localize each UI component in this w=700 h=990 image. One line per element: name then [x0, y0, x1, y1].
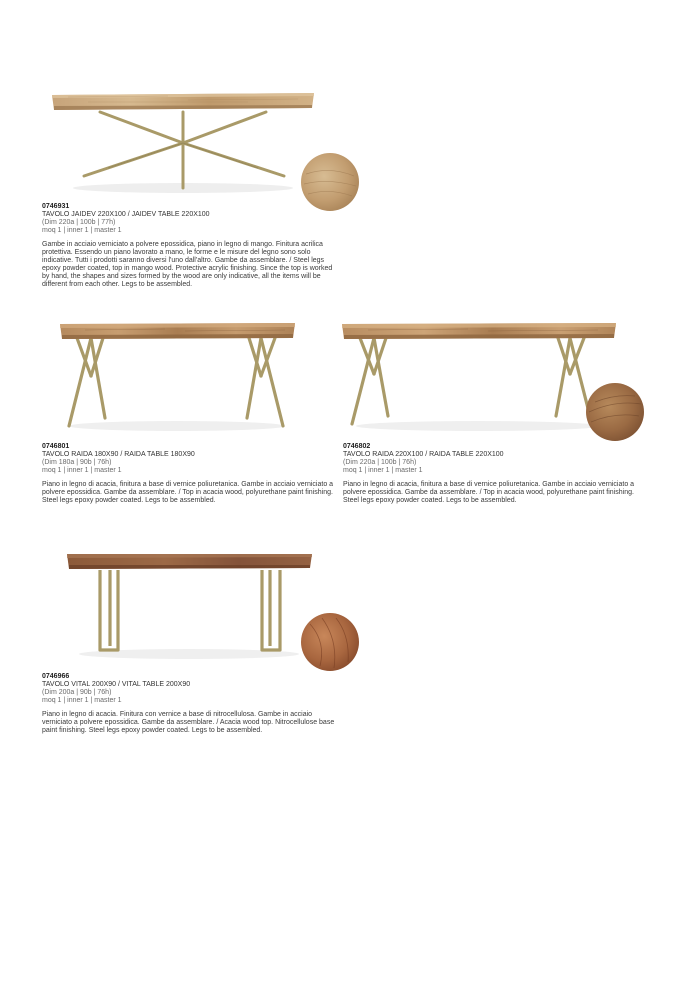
product-description: Piano in legno di acacia. Finitura con vernice a base di nitrocellulosa. Gambe in acciaio verniciato a polvere epossidica. Gambe da assemblare. / Acacia wood top. Nitrocellulose base paint finishing. Steel legs epoxy powder coated. Legs to be assembled. — [42, 711, 335, 734]
raida-220-wood-swatch-icon — [585, 382, 645, 442]
product-title: TAVOLO RAIDA 220X100 / RAIDA TABLE 220X100 — [343, 451, 504, 458]
vital-wood-swatch-icon — [300, 612, 360, 672]
product-title: TAVOLO RAIDA 180X90 / RAIDA TABLE 180X90 — [42, 451, 195, 458]
product-moq: moq 1 | inner 1 | master 1 — [42, 227, 122, 234]
product-title: TAVOLO VITAL 200X90 / VITAL TABLE 200X90 — [42, 681, 191, 688]
product-description: Piano in legno di acacia, finitura a base di vernice poliuretanica. Gambe in acciaio verniciato a polvere epossidica. Gambe da assemblare. / Top in acacia wood, polyurethane paint finishing. Steel legs epoxy powder coated. Legs to be assembled. — [42, 481, 334, 504]
product-code: 0746802 — [343, 443, 371, 450]
product-dimensions: (Dim 220a | 100b | 77h) — [42, 219, 116, 226]
product-dimensions: (Dim 220a | 100b | 76h) — [343, 459, 417, 466]
product-moq: moq 1 | inner 1 | master 1 — [42, 467, 122, 474]
vital-table-photo — [62, 550, 317, 662]
product-code: 0746801 — [42, 443, 70, 450]
product-raida-220 — [343, 443, 643, 505]
raida-220-table-photo — [338, 318, 620, 433]
product-title: TAVOLO JAIDEV 220X100 / JAIDEV TABLE 220X100 — [42, 211, 210, 218]
product-code: 0746966 — [42, 673, 70, 680]
raida-180-table-photo — [55, 318, 300, 433]
product-vital — [42, 673, 338, 735]
product-moq: moq 1 | inner 1 | master 1 — [343, 467, 423, 474]
product-raida-180 — [42, 443, 338, 505]
jaidev-table-photo — [48, 88, 318, 196]
product-dimensions: (Dim 180a | 90b | 76h) — [42, 459, 112, 466]
product-description: Piano in legno di acacia, finitura a base di vernice poliuretanica. Gambe in acciaio verniciato a polvere epossidica. Gambe da assemblare. / Top in acacia wood, polyurethane paint finishing. Steel legs epoxy powder coated. Legs to be assembled. — [343, 481, 635, 504]
product-description: Gambe in acciaio verniciato a polvere epossidica, piano in legno di mango. Finitura acrilica protettiva. Essendo un piano lavorato a mano, le forme e le misure del legno sono solo indicative. Tutti i prodotti saranno diversi l'uno dall'altro. Gambe da assemblare. / Steel legs epoxy powder coated, top in mango wood. Protective acrylic finishing. Since the top is worked by hand, the shapes and sizes formed by the wood are only indicative, all the items will be different from each other. Legs to be assembled. — [42, 241, 333, 288]
product-code: 0746931 — [42, 203, 70, 210]
product-moq: moq 1 | inner 1 | master 1 — [42, 697, 122, 704]
product-jaidev — [42, 203, 338, 289]
product-dimensions: (Dim 200a | 90b | 76h) — [42, 689, 112, 696]
